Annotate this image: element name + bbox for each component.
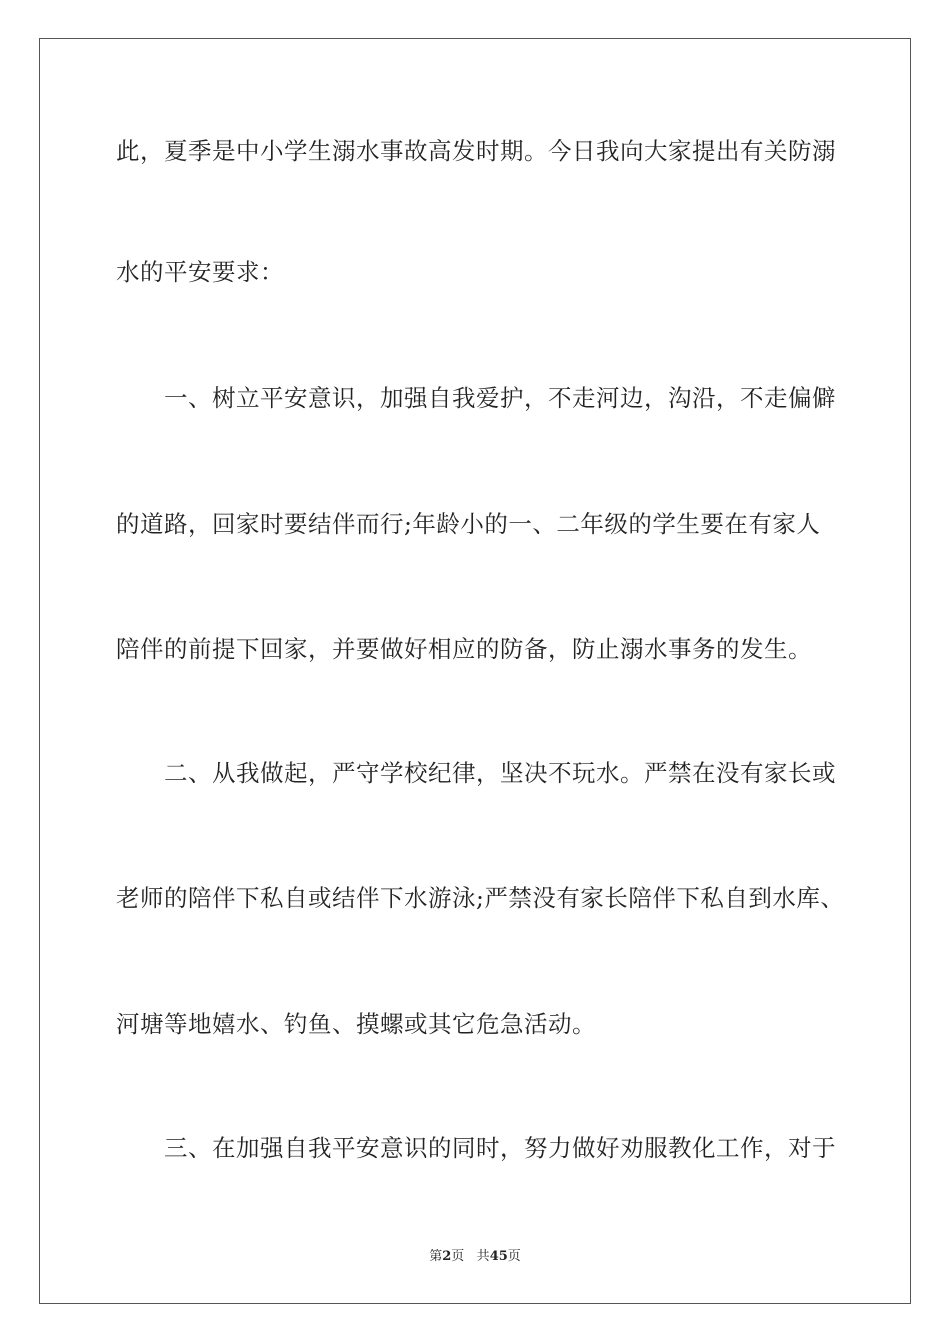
page-number: 2 xyxy=(442,1249,452,1264)
body-text-line-2: 水的平安要求： xyxy=(116,258,284,286)
page-footer xyxy=(0,1248,950,1266)
body-text-line-1: 此，夏季是中小学生溺水事故高发时期。今日我向大家提出有关防溺 xyxy=(116,137,836,165)
page-border xyxy=(39,38,911,1304)
body-text-line-6: 二、从我做起，严守学校纪律，坚决不玩水。严禁在没有家长或 xyxy=(164,759,836,787)
body-text-line-8: 河塘等地嬉水、钓鱼、摸螺或其它危急活动。 xyxy=(116,1010,596,1038)
total-suffix: 页 xyxy=(507,1249,521,1264)
total-prefix: 共 xyxy=(476,1249,490,1264)
total-pages: 45 xyxy=(489,1249,508,1264)
body-text-line-5: 陪伴的前提下回家，并要做好相应的防备，防止溺水事务的发生。 xyxy=(116,635,812,663)
body-text-line-3: 一、树立平安意识，加强自我爱护，不走河边，沟沿，不走偏僻 xyxy=(164,384,836,412)
page-suffix: 页 xyxy=(451,1249,465,1264)
body-text-line-4: 的道路，回家时要结伴而行;年龄小的一、二年级的学生要在有家人 xyxy=(116,510,821,538)
body-text-line-9: 三、在加强自我平安意识的同时，努力做好劝服教化工作，对于 xyxy=(164,1134,836,1162)
body-text-line-7: 老师的陪伴下私自或结伴下水游泳;严禁没有家长陪伴下私自到水库、 xyxy=(116,884,845,912)
page-prefix: 第 xyxy=(429,1249,443,1264)
